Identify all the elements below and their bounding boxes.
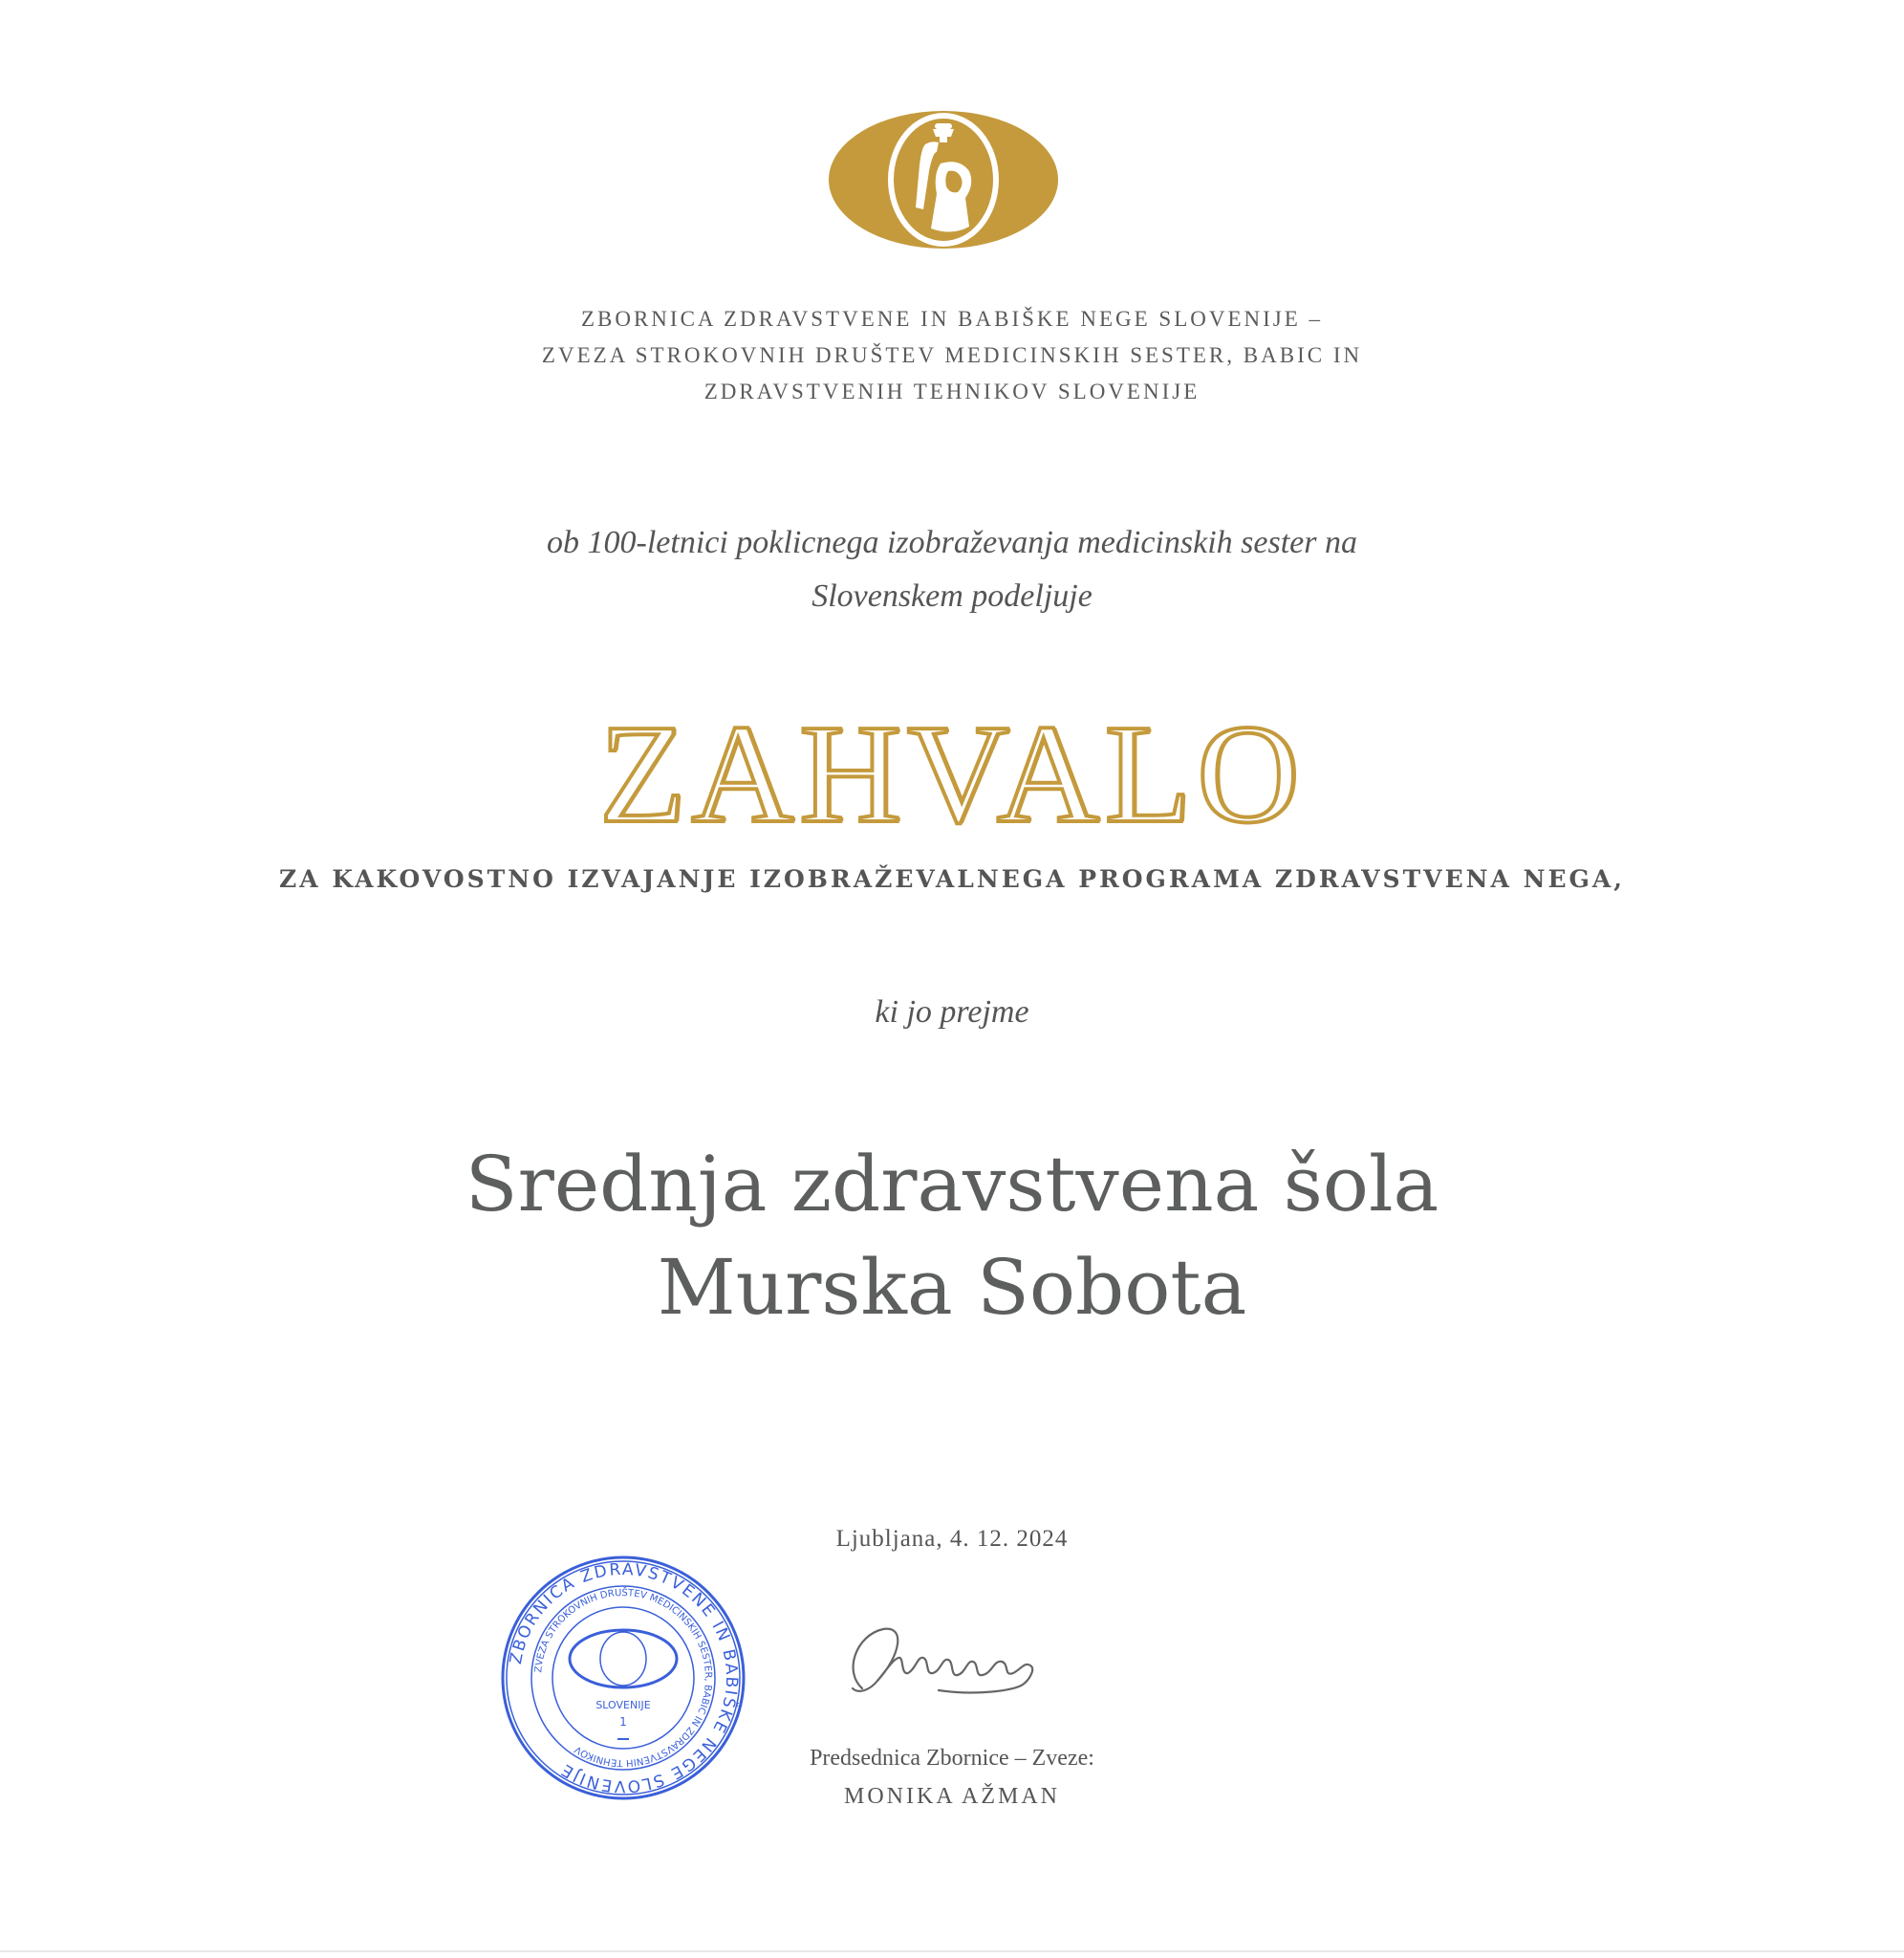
bottom-edge-line <box>0 1950 1904 1952</box>
intro-line: Slovenskem podeljuje <box>811 578 1093 614</box>
intro-text <box>0 516 1904 623</box>
receives-text: ki jo prejme <box>875 994 1029 1030</box>
recipient-line: Srednja zdravstvena šola <box>465 1140 1439 1229</box>
svg-text:ZVEZA STROKOVNIH DRUŠTEV MEDIC <box>533 1586 713 1768</box>
recipient-name <box>0 1133 1904 1339</box>
organization-logo-icon <box>826 108 1061 251</box>
place-date: Ljubljana, 4. 12. 2024 <box>835 1526 1069 1552</box>
intro-line: ob 100-letnici poklicnega izobraževanja medicinskih sester na <box>547 525 1357 560</box>
stamp-center-text: SLOVENIJE <box>595 1699 651 1711</box>
recipient-line: Murska Sobota <box>657 1243 1247 1332</box>
organization-name-line: ZDRAVSTVENIH TEHNIKOV SLOVENIJE <box>703 380 1201 403</box>
certificate-subtitle: ZA KAKOVOSTNO IZVAJANJE IZOBRAŽEVALNEGA PROGRAMA ZDRAVSTVENA NEGA, <box>279 865 1625 893</box>
signature-role: Predsednica Zbornice – Zveze: <box>810 1746 1094 1771</box>
organization-name-line: ZVEZA STROKOVNIH DRUŠTEV MEDICINSKIH SESTER, BABIC IN <box>541 343 1363 367</box>
stamp-number: 1 <box>619 1715 627 1729</box>
signature-icon <box>824 1614 1072 1719</box>
organization-name-line: ZBORNICA ZDRAVSTVENE IN BABIŠKE NEGE SLOVENIJE – <box>580 307 1324 331</box>
organization-name <box>0 301 1904 410</box>
stamp-inner-ring-text: ZVEZA STROKOVNIH DRUŠTEV MEDICINSKIH SESTER, BABIC IN ZDRAVSTVENIH TEHNIKOV <box>533 1587 714 1769</box>
certificate-title: ZAHVALO <box>598 696 1306 853</box>
signatory-name: MONIKA AŽMAN <box>843 1784 1060 1809</box>
stamp-ring-text: ZBORNICA ZDRAVSTVENE IN BABIŠKE NEGE SLOVENIJE <box>506 1559 742 1796</box>
